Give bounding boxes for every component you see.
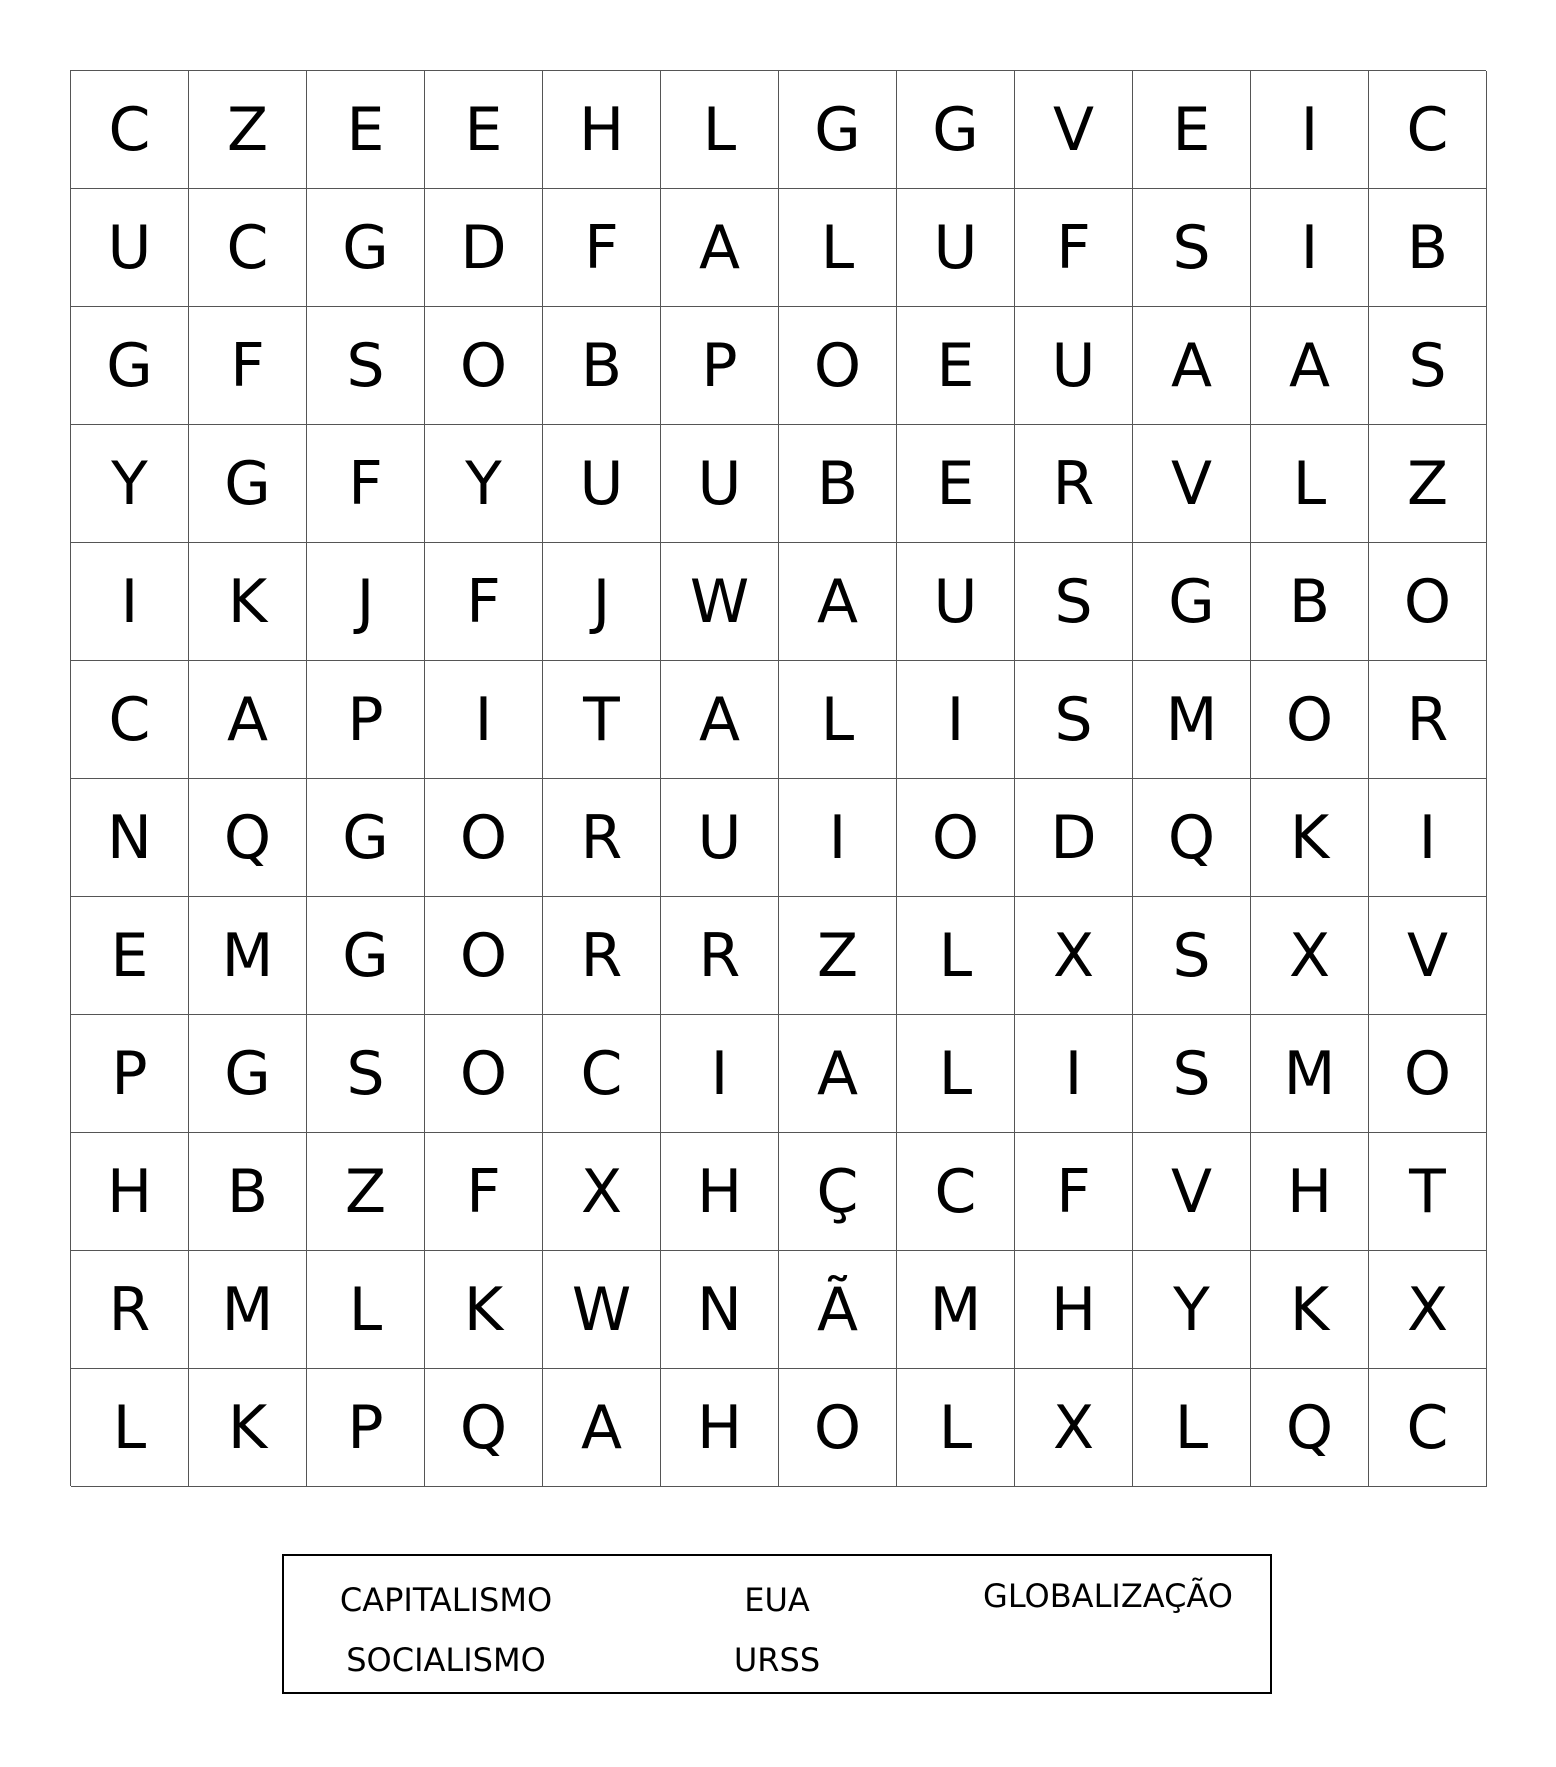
grid-cell[interactable]: O xyxy=(425,779,543,897)
grid-cell[interactable]: B xyxy=(189,1133,307,1251)
grid-cell[interactable]: L xyxy=(661,71,779,189)
grid-cell[interactable]: G xyxy=(897,71,1015,189)
grid-cell[interactable]: K xyxy=(189,1369,307,1487)
grid-cell[interactable]: H xyxy=(543,71,661,189)
grid-cell[interactable]: C xyxy=(543,1015,661,1133)
grid-cell[interactable]: T xyxy=(1369,1133,1487,1251)
grid-cell[interactable]: Ã xyxy=(779,1251,897,1369)
grid-cell[interactable]: X xyxy=(1015,1369,1133,1487)
grid-cell[interactable]: Q xyxy=(1251,1369,1369,1487)
grid-cell[interactable]: Z xyxy=(189,71,307,189)
grid-cell[interactable]: P xyxy=(71,1015,189,1133)
grid-cell[interactable]: F xyxy=(1015,189,1133,307)
grid-cell[interactable]: M xyxy=(189,897,307,1015)
grid-cell[interactable]: T xyxy=(543,661,661,779)
grid-cell[interactable]: L xyxy=(897,897,1015,1015)
grid-cell[interactable]: F xyxy=(189,307,307,425)
word-eua: EUA xyxy=(744,1581,810,1619)
grid-cell[interactable]: L xyxy=(779,661,897,779)
grid-cell[interactable]: K xyxy=(1251,779,1369,897)
grid-cell[interactable]: G xyxy=(189,1015,307,1133)
grid-cell[interactable]: A xyxy=(543,1369,661,1487)
grid-cell[interactable]: S xyxy=(307,1015,425,1133)
grid-cell[interactable]: R xyxy=(71,1251,189,1369)
grid-cell[interactable]: P xyxy=(307,1369,425,1487)
grid-cell[interactable]: G xyxy=(307,779,425,897)
grid-cell[interactable]: X xyxy=(1369,1251,1487,1369)
grid-cell[interactable]: Q xyxy=(189,779,307,897)
grid-cell[interactable]: G xyxy=(189,425,307,543)
grid-cell[interactable]: A xyxy=(779,543,897,661)
grid-cell[interactable]: I xyxy=(661,1015,779,1133)
grid-cell[interactable]: O xyxy=(425,1015,543,1133)
grid-cell[interactable]: E xyxy=(425,71,543,189)
grid-cell[interactable]: I xyxy=(779,779,897,897)
grid-cell[interactable]: G xyxy=(307,897,425,1015)
grid-cell[interactable]: X xyxy=(543,1133,661,1251)
grid-cell[interactable]: S xyxy=(1015,661,1133,779)
grid-cell[interactable]: R xyxy=(1369,661,1487,779)
grid-cell[interactable]: I xyxy=(1015,1015,1133,1133)
grid-cell[interactable]: Z xyxy=(1369,425,1487,543)
grid-cell[interactable]: A xyxy=(1133,307,1251,425)
grid-cell[interactable]: M xyxy=(1133,661,1251,779)
grid-cell[interactable]: F xyxy=(307,425,425,543)
grid-cell[interactable]: U xyxy=(661,779,779,897)
grid-cell[interactable]: A xyxy=(661,189,779,307)
grid-cell[interactable]: S xyxy=(1133,1015,1251,1133)
word-socialismo: SOCIALISMO xyxy=(346,1641,546,1679)
grid-cell[interactable]: S xyxy=(1015,543,1133,661)
grid-cell[interactable]: I xyxy=(1251,189,1369,307)
grid-cell[interactable]: E xyxy=(1133,71,1251,189)
grid-cell[interactable]: A xyxy=(661,661,779,779)
grid-cell[interactable]: E xyxy=(897,425,1015,543)
grid-cell[interactable]: D xyxy=(1015,779,1133,897)
grid-cell[interactable]: H xyxy=(661,1369,779,1487)
grid-cell[interactable]: I xyxy=(1369,779,1487,897)
grid-cell[interactable]: U xyxy=(661,425,779,543)
grid-cell[interactable]: M xyxy=(1251,1015,1369,1133)
grid-cell[interactable]: R xyxy=(661,897,779,1015)
grid-cell[interactable]: F xyxy=(425,1133,543,1251)
grid-cell[interactable]: Z xyxy=(779,897,897,1015)
grid-cell[interactable]: Y xyxy=(71,425,189,543)
grid-cell[interactable]: B xyxy=(779,425,897,543)
grid-cell[interactable]: U xyxy=(1015,307,1133,425)
grid-cell[interactable]: C xyxy=(1369,1369,1487,1487)
grid-cell[interactable]: F xyxy=(425,543,543,661)
grid-cell[interactable]: I xyxy=(425,661,543,779)
grid-cell[interactable]: H xyxy=(661,1133,779,1251)
grid-cell[interactable]: E xyxy=(897,307,1015,425)
grid-cell[interactable]: R xyxy=(543,779,661,897)
grid-cell[interactable]: E xyxy=(71,897,189,1015)
grid-cell[interactable]: O xyxy=(779,1369,897,1487)
grid-cell[interactable]: O xyxy=(1369,543,1487,661)
word-search-grid xyxy=(70,70,1486,1486)
grid-cell[interactable]: R xyxy=(543,897,661,1015)
grid-cell[interactable]: Z xyxy=(307,1133,425,1251)
grid-cell[interactable]: O xyxy=(425,897,543,1015)
grid-cell[interactable]: N xyxy=(71,779,189,897)
word-urss: URSS xyxy=(733,1641,821,1679)
grid-cell[interactable]: S xyxy=(1133,189,1251,307)
grid-cell[interactable]: Q xyxy=(425,1369,543,1487)
grid-cell[interactable]: E xyxy=(307,71,425,189)
grid-cell[interactable]: X xyxy=(1015,897,1133,1015)
grid-cell[interactable]: K xyxy=(189,543,307,661)
grid-cell[interactable]: C xyxy=(189,189,307,307)
word-capitalismo: CAPITALISMO xyxy=(339,1581,553,1619)
word-list-box xyxy=(282,1554,1272,1694)
grid-cell[interactable]: U xyxy=(897,543,1015,661)
grid-cell[interactable]: B xyxy=(1251,543,1369,661)
grid-cell[interactable]: V xyxy=(1369,897,1487,1015)
grid-cell[interactable]: J xyxy=(307,543,425,661)
grid-cell[interactable]: N xyxy=(661,1251,779,1369)
grid-cell[interactable]: S xyxy=(307,307,425,425)
grid-cell[interactable]: V xyxy=(1133,425,1251,543)
grid-cell[interactable]: S xyxy=(1369,307,1487,425)
grid-cell[interactable]: B xyxy=(1369,189,1487,307)
grid-cell[interactable]: C xyxy=(1369,71,1487,189)
grid-cell[interactable]: P xyxy=(661,307,779,425)
grid-cell[interactable]: K xyxy=(1251,1251,1369,1369)
grid-cell[interactable]: H xyxy=(1015,1251,1133,1369)
grid-cell[interactable]: I xyxy=(897,661,1015,779)
grid-cell[interactable]: U xyxy=(71,189,189,307)
grid-cell[interactable]: O xyxy=(1369,1015,1487,1133)
grid-cell[interactable]: V xyxy=(1015,71,1133,189)
grid-cell[interactable]: G xyxy=(1133,543,1251,661)
grid-cell[interactable]: R xyxy=(1015,425,1133,543)
grid-cell[interactable]: U xyxy=(897,189,1015,307)
grid-cell[interactable]: H xyxy=(1251,1133,1369,1251)
grid-cell[interactable]: I xyxy=(71,543,189,661)
grid-cell[interactable]: L xyxy=(897,1015,1015,1133)
grid-cell[interactable]: A xyxy=(1251,307,1369,425)
grid-cell[interactable]: C xyxy=(71,71,189,189)
grid-cell[interactable]: M xyxy=(189,1251,307,1369)
grid-cell[interactable]: F xyxy=(1015,1133,1133,1251)
grid-cell[interactable]: L xyxy=(71,1369,189,1487)
grid-cell[interactable]: O xyxy=(425,307,543,425)
grid-cell[interactable]: L xyxy=(1251,425,1369,543)
word-globalizacao: GLOBALIZAÇÃO xyxy=(983,1577,1233,1615)
grid-cell[interactable]: O xyxy=(779,307,897,425)
grid-cell[interactable]: C xyxy=(897,1133,1015,1251)
grid-cell[interactable]: P xyxy=(307,661,425,779)
grid-cell[interactable]: Ç xyxy=(779,1133,897,1251)
grid-cell[interactable]: F xyxy=(543,189,661,307)
grid-cell[interactable]: M xyxy=(897,1251,1015,1369)
grid-cell[interactable]: L xyxy=(1133,1369,1251,1487)
grid-cell[interactable]: A xyxy=(779,1015,897,1133)
grid-cell[interactable]: Y xyxy=(1133,1251,1251,1369)
grid-cell[interactable]: I xyxy=(1251,71,1369,189)
grid-cell[interactable]: H xyxy=(71,1133,189,1251)
grid-cell[interactable]: D xyxy=(425,189,543,307)
grid-cell[interactable]: K xyxy=(425,1251,543,1369)
grid-cell[interactable]: L xyxy=(779,189,897,307)
grid-cell[interactable]: X xyxy=(1251,897,1369,1015)
grid-cell[interactable]: L xyxy=(897,1369,1015,1487)
grid-cell[interactable]: G xyxy=(71,307,189,425)
grid-cell[interactable]: W xyxy=(543,1251,661,1369)
grid-cell[interactable]: Y xyxy=(425,425,543,543)
grid-cell[interactable]: C xyxy=(71,661,189,779)
grid-cell[interactable]: S xyxy=(1133,897,1251,1015)
grid-cell[interactable]: J xyxy=(543,543,661,661)
grid-cell[interactable]: A xyxy=(189,661,307,779)
grid-cell[interactable]: O xyxy=(897,779,1015,897)
grid-cell[interactable]: W xyxy=(661,543,779,661)
grid-cell[interactable]: L xyxy=(307,1251,425,1369)
grid-cell[interactable]: G xyxy=(307,189,425,307)
grid-cell[interactable]: Q xyxy=(1133,779,1251,897)
grid-cell[interactable]: G xyxy=(779,71,897,189)
grid-cell[interactable]: B xyxy=(543,307,661,425)
grid-cell[interactable]: V xyxy=(1133,1133,1251,1251)
grid-cell[interactable]: O xyxy=(1251,661,1369,779)
grid-cell[interactable]: U xyxy=(543,425,661,543)
